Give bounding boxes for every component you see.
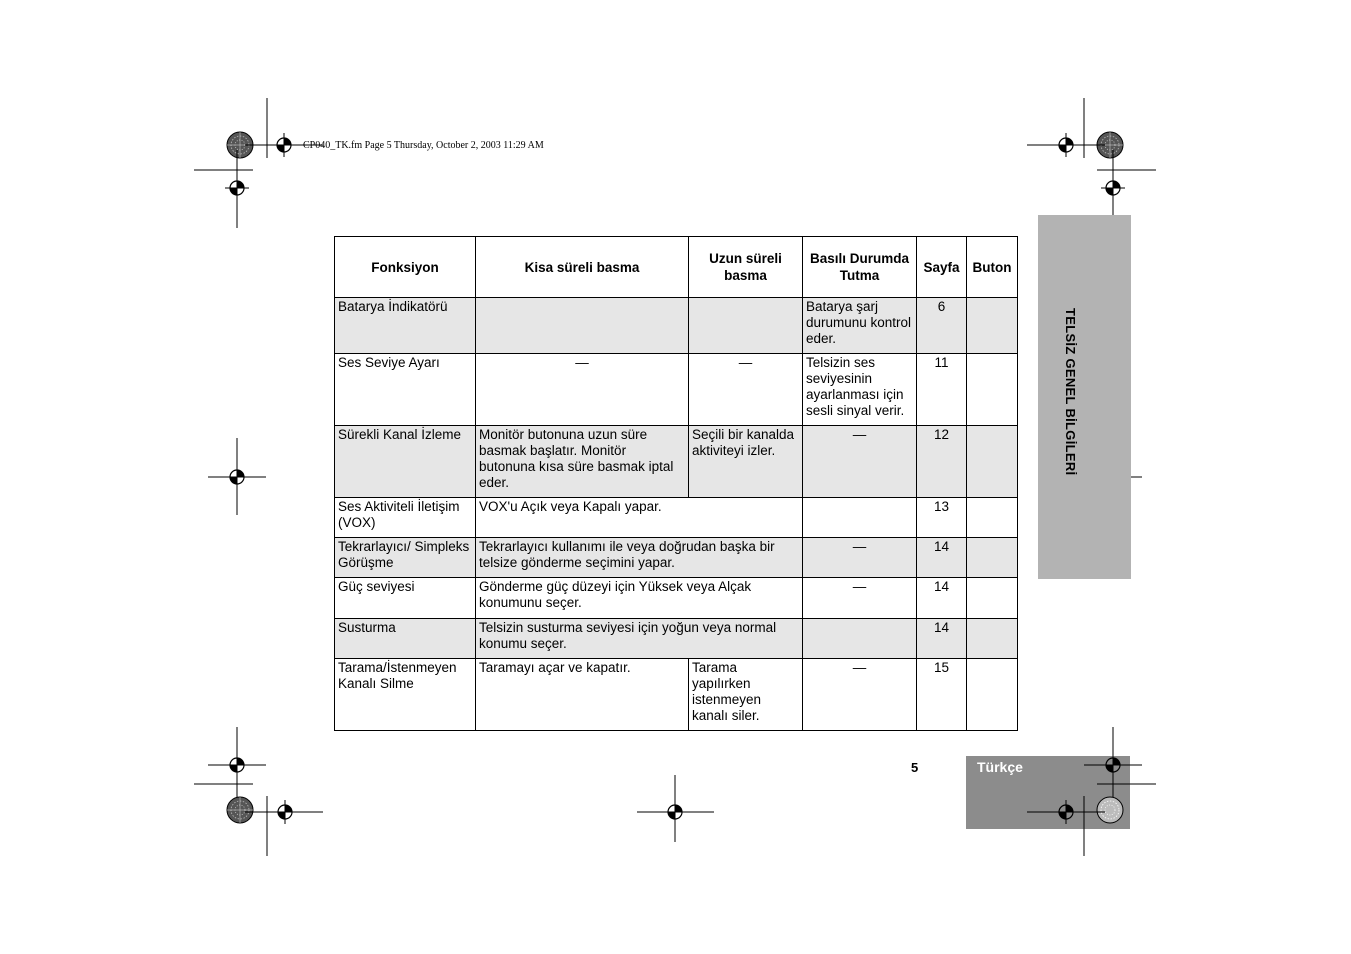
cell-function: Sürekli Kanal İzleme bbox=[335, 426, 476, 498]
header-page: Sayfa bbox=[917, 237, 967, 298]
cell-short-press: Taramayı açar ve kapatır. bbox=[476, 659, 689, 731]
side-tab-label: TELSİZ GENEL BİLGİLERİ bbox=[1063, 308, 1078, 476]
cell-function: Ses Seviye Ayarı bbox=[335, 354, 476, 426]
cell-function: Tarama/İstenmeyen Kanalı Silme bbox=[335, 659, 476, 731]
table-row bbox=[335, 426, 1018, 498]
cell-hold: — bbox=[803, 538, 917, 578]
cell-function: Tekrarlayıcı/ Simpleks Görüşme bbox=[335, 538, 476, 578]
cell-page: 11 bbox=[917, 354, 967, 426]
cell-button bbox=[967, 578, 1018, 619]
cell-long-press: Tarama yapılırken istenmeyen kanalı siler. bbox=[689, 659, 803, 731]
cell-page: 6 bbox=[917, 298, 967, 354]
cell-page: 14 bbox=[917, 578, 967, 619]
cell-description: Telsizin susturma seviyesi için yoğun veya normal konumu seçer. bbox=[476, 619, 803, 659]
table-row bbox=[335, 578, 1018, 619]
cell-function: Batarya İndikatörü bbox=[335, 298, 476, 354]
table-row bbox=[335, 659, 1018, 731]
table-header-row bbox=[335, 237, 1018, 298]
cell-page: 13 bbox=[917, 498, 967, 538]
cell-page: 15 bbox=[917, 659, 967, 731]
cell-hold: Telsizin ses seviyesinin ayarlanması için sesli sinyal verir. bbox=[803, 354, 917, 426]
cell-hold: — bbox=[803, 426, 917, 498]
cell-page: 12 bbox=[917, 426, 967, 498]
function-table bbox=[334, 236, 1018, 731]
header-long-press: Uzun süreli basma bbox=[689, 237, 803, 298]
table-row bbox=[335, 538, 1018, 578]
cell-button bbox=[967, 659, 1018, 731]
cell-page: 14 bbox=[917, 538, 967, 578]
page-number: 5 bbox=[911, 760, 919, 775]
header-short-press: Kisa süreli basma bbox=[476, 237, 689, 298]
cell-long-press bbox=[689, 298, 803, 354]
table-row bbox=[335, 498, 1018, 538]
header-function: Fonksiyon bbox=[335, 237, 476, 298]
cell-page: 14 bbox=[917, 619, 967, 659]
cell-hold bbox=[803, 619, 917, 659]
cell-button bbox=[967, 498, 1018, 538]
table-row bbox=[335, 354, 1018, 426]
cell-short-press: — bbox=[476, 354, 689, 426]
table-row bbox=[335, 298, 1018, 354]
cell-hold: Batarya şarj durumunu kontrol eder. bbox=[803, 298, 917, 354]
cell-description: Gönderme güç düzeyi için Yüksek veya Alçak konumunu seçer. bbox=[476, 578, 803, 619]
cell-description: VOX'u Açık veya Kapalı yapar. bbox=[476, 498, 803, 538]
cell-long-press: Seçili bir kanalda aktiviteyi izler. bbox=[689, 426, 803, 498]
cell-button bbox=[967, 538, 1018, 578]
cell-function: Ses Aktiviteli İletişim (VOX) bbox=[335, 498, 476, 538]
cell-hold bbox=[803, 498, 917, 538]
header-note: CP040_TK.fm Page 5 Thursday, October 2, 2003 11:29 AM bbox=[303, 140, 544, 151]
cell-short-press bbox=[476, 298, 689, 354]
cell-long-press: — bbox=[689, 354, 803, 426]
cell-short-press: Monitör butonuna uzun süre basmak başlatır. Monitör butonuna kısa süre basmak iptal eder. bbox=[476, 426, 689, 498]
cell-description: Tekrarlayıcı kullanımı ile veya doğrudan başka bir telsize gönderme seçimini yapar. bbox=[476, 538, 803, 578]
cell-button bbox=[967, 354, 1018, 426]
language-tab-label: Türkçe bbox=[977, 759, 1023, 775]
cell-function: Güç seviyesi bbox=[335, 578, 476, 619]
header-button: Buton bbox=[967, 237, 1018, 298]
table-row bbox=[335, 619, 1018, 659]
cell-button bbox=[967, 298, 1018, 354]
cell-button bbox=[967, 426, 1018, 498]
cell-hold: — bbox=[803, 659, 917, 731]
header-hold: Basılı Durumda Tutma bbox=[803, 237, 917, 298]
cell-function: Susturma bbox=[335, 619, 476, 659]
cell-button bbox=[967, 619, 1018, 659]
cell-hold: — bbox=[803, 578, 917, 619]
